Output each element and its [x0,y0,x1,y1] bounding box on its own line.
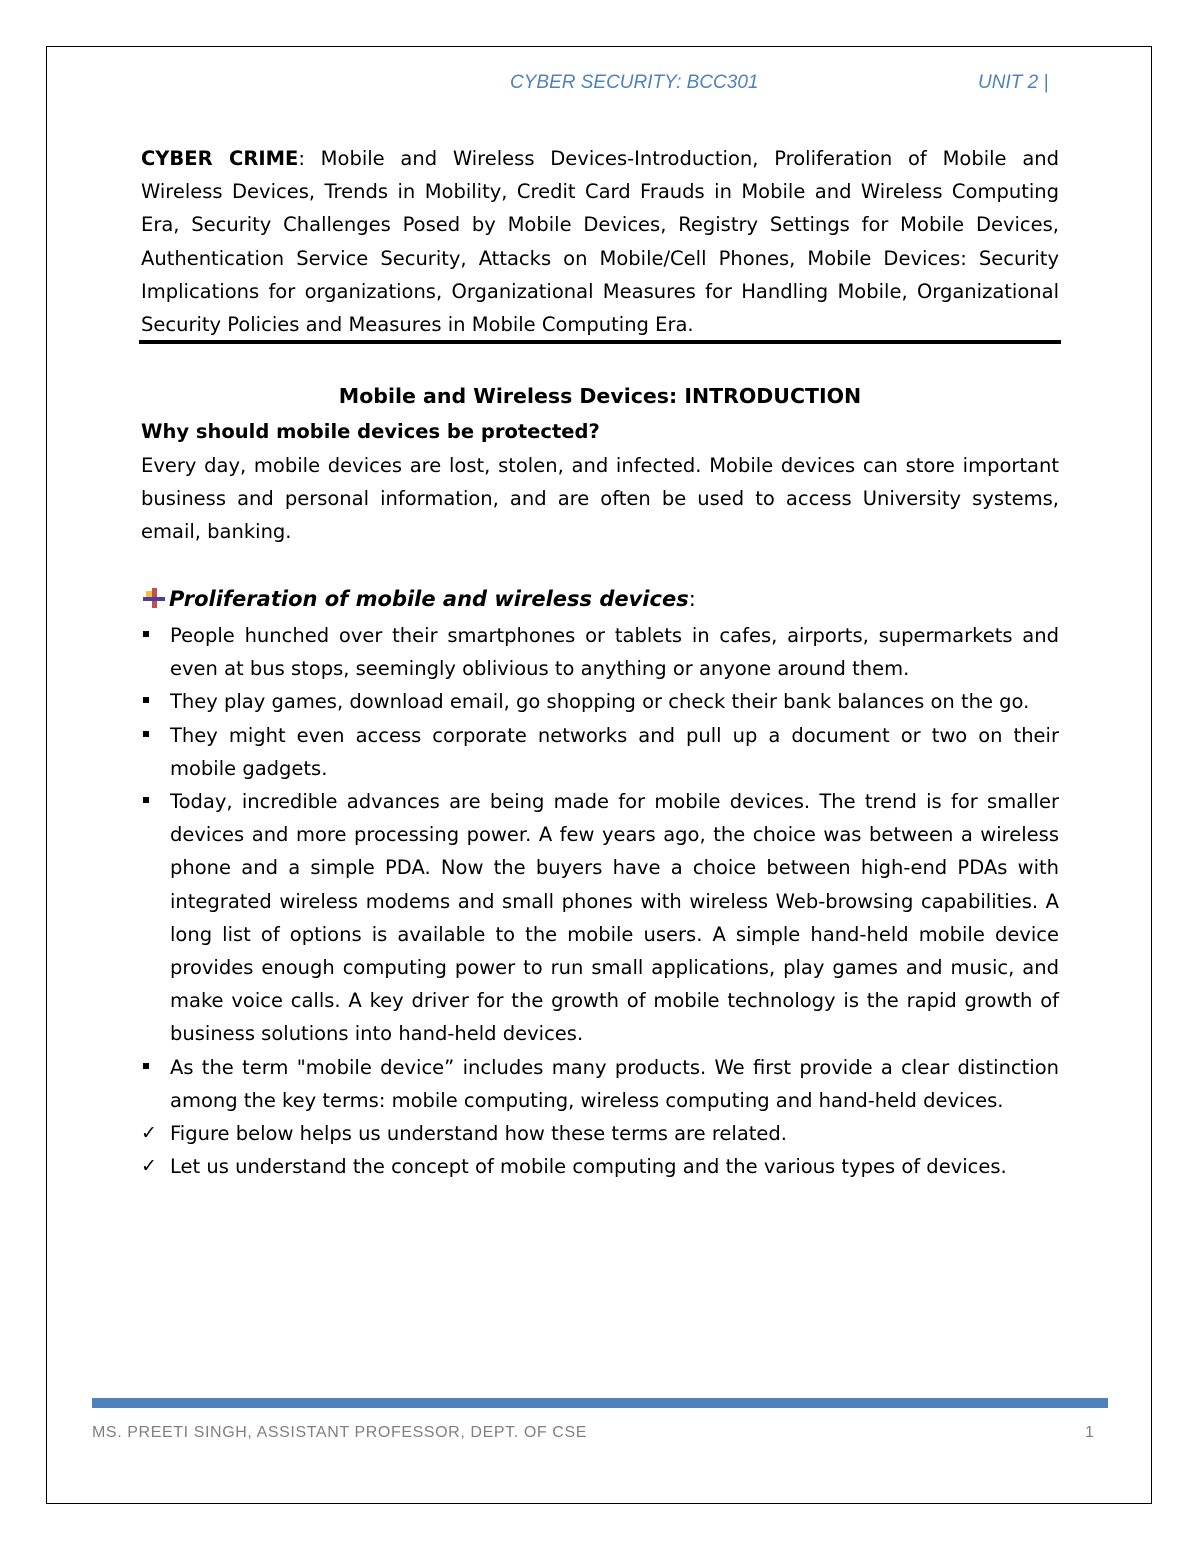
list-item-text: People hunched over their smartphones or tablets in cafes, airports, supermarkets and even at bus stops, seemingly oblivious to anything or anyone around them. [170,624,1059,681]
list-item [141,1051,1059,1117]
syllabus-divider [139,340,1061,344]
list-item [141,719,1059,785]
square-bullet-icon [143,1063,149,1069]
proliferation-list [141,619,1059,1183]
section-title: Mobile and Wireless Devices: INTRODUCTION [338,384,862,408]
section-question: Why should mobile devices be protected? [141,420,600,443]
footer-divider [92,1398,1108,1408]
proliferation-heading-colon: : [688,587,696,611]
header-course-title: CYBER SECURITY: BCC301 [510,72,759,93]
checkmark-icon: ✓ [141,1122,157,1145]
list-item [141,785,1059,1051]
check-item-text: Figure below helps us understand how these terms are related. [170,1122,788,1146]
footer-author: MS. PREETI SINGH, ASSISTANT PROFESSOR, DEPT. OF CSE [92,1424,587,1441]
list-item-text: They play games, download email, go shopping or check their bank balances on the go. [170,690,1030,714]
list-item [141,619,1059,685]
list-item [141,685,1059,718]
intro-paragraph: Every day, mobile devices are lost, stolen, and infected. Mobile devices can store important business and personal information, and are often be used to access University systems, email, banking. [141,454,1059,544]
proliferation-heading-text: Proliferation of mobile and wireless devices [169,587,689,611]
square-bullet-icon [143,631,149,637]
syllabus-text: : Mobile and Wireless Devices-Introduction, Proliferation of Mobile and Wireless Devices, Trends in Mobility, Credit Card Frauds in Mobile and Wireless Computing Era, Security Challenges Posed by Mobile Devices, Registry Settings for Mobile Devices, Authentication Service Security, Attacks on Mobile/Cell Phones, Mobile Devices: Security Implications for organizations, Organizational Measures for Handling Mobile, Organizational Security Policies and Measures in Mobile Computing Era. [141,147,1060,337]
square-bullet-icon [143,797,149,803]
list-item-text: They might even access corporate networks and pull up a document or two on their mobile gadgets. [170,723,1059,780]
check-item [141,1150,1059,1183]
check-item [141,1117,1059,1150]
square-bullet-icon [143,697,149,703]
checkmark-icon: ✓ [141,1155,157,1178]
syllabus-label: CYBER CRIME [141,147,299,170]
proliferation-heading [141,584,696,614]
header-unit: UNIT 2 | [978,72,1049,93]
syllabus-paragraph [141,142,1059,341]
list-item-text: Today, incredible advances are being made for mobile devices. The trend is for smaller devices and more processing power. A few years ago, the choice was between a wireless phone and a simple PDA. Now the buyers have a choice between high-end PDAs with integrated wireless modems and small phones with wireless Web-browsing capabilities. A long list of options is available to the mobile users. A simple hand-held mobile device provides enough computing power to run small applications, play games and music, and make voice calls. A key driver for the growth of mobile technology is the rapid growth of business solutions into hand-held devices. [170,790,1059,1046]
square-bullet-icon [143,731,149,737]
check-item-text: Let us understand the concept of mobile computing and the various types of devices. [170,1155,1007,1179]
list-item-text: As the term "mobile device” includes many products. We first provide a clear distinction among the key terms: mobile computing, wireless computing and hand-held devices. [170,1055,1059,1112]
plus-bullet-icon [141,588,167,610]
footer-page-number: 1 [1085,1424,1094,1441]
